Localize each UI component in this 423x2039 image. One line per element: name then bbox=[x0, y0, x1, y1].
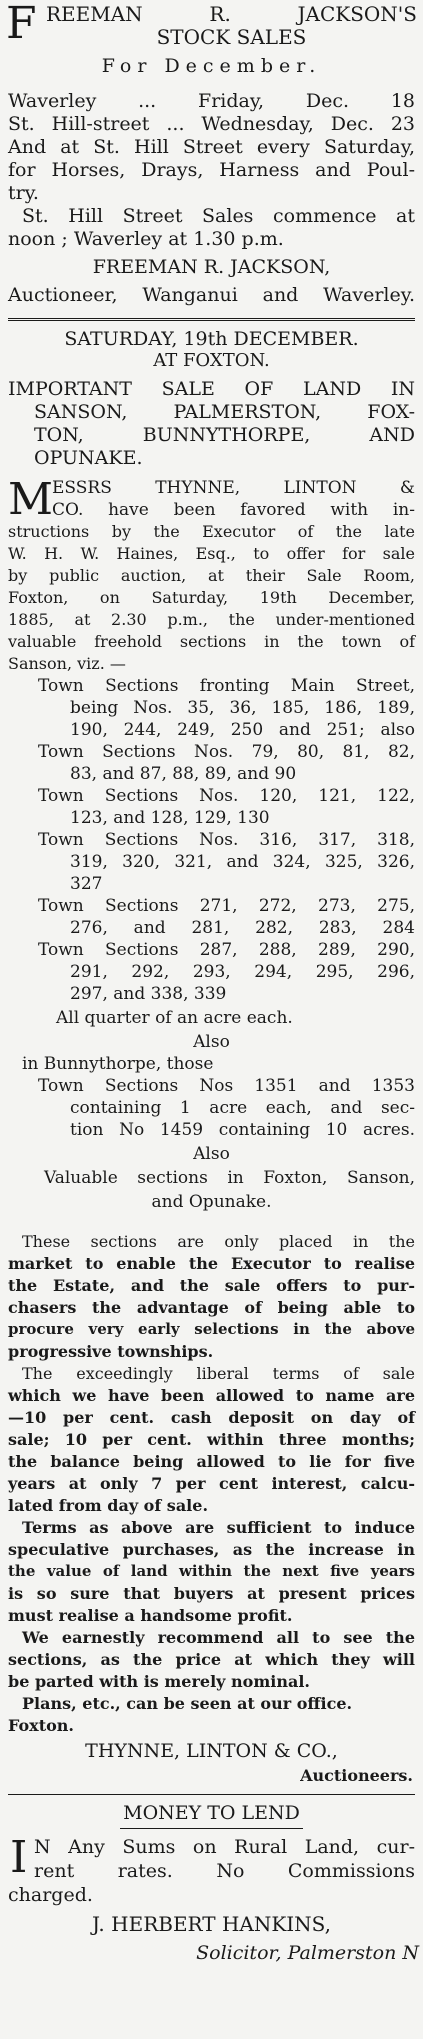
terms-line: The exceedingly liberal terms of sale bbox=[22, 1364, 415, 1383]
terms-line: which we have been allowed to name are bbox=[8, 1386, 415, 1405]
section-line: 327 bbox=[70, 874, 103, 894]
intro-line: by public auction, at their Sale Room, bbox=[8, 566, 415, 585]
terms-line: the value of land within the next five years bbox=[8, 1562, 415, 1580]
headline-line: OPUNAKE. bbox=[34, 447, 143, 469]
section-line: and Opunake. bbox=[151, 1192, 272, 1212]
section-line: containing 1 acre each, and sec- bbox=[70, 1098, 415, 1118]
terms-line: —10 per cent. cash deposit on day of bbox=[8, 1408, 415, 1427]
body-line: for Horses, Drays, Harness and Poul- bbox=[8, 159, 415, 181]
terms-line: sale; 10 per cent. within three months; bbox=[8, 1430, 415, 1449]
body-line: St. Hill Street Sales commence at bbox=[22, 205, 415, 227]
terms-line: the Estate, and the sale offers to pur- bbox=[8, 1276, 415, 1295]
body-line: rent rates. No Commissions bbox=[34, 1860, 415, 1882]
terms-line: We earnestly recommend all to see the bbox=[22, 1628, 415, 1647]
signature-name: J. HERBERT HANKINS, bbox=[91, 1912, 332, 1936]
section-line: 291, 292, 293, 294, 295, 296, bbox=[70, 962, 415, 982]
section-line: Town Sections 271, 272, 273, 275, bbox=[38, 896, 415, 916]
section-line: Town Sections 287, 288, 289, 290, bbox=[38, 940, 415, 960]
section-line: 319, 320, 321, and 324, 325, 326, bbox=[70, 852, 415, 872]
ad-subtitle: STOCK SALES bbox=[156, 25, 307, 49]
section-line: 297, and 338, 339 bbox=[70, 984, 227, 1004]
intro-line: structions by the Executor of the late bbox=[8, 522, 415, 541]
terms-line: These sections are only placed in the bbox=[22, 1232, 415, 1251]
section-line: 190, 244, 249, 250 and 251; also bbox=[70, 720, 415, 740]
terms-line: Terms as above are sufficient to induce bbox=[22, 1518, 415, 1537]
sale-date: SATURDAY, 19th DECEMBER. bbox=[64, 328, 359, 350]
terms-line: sections, as the price at which they will bbox=[8, 1650, 415, 1669]
body-line: noon ; Waverley at 1.30 p.m. bbox=[8, 228, 284, 250]
terms-line: Plans, etc., can be seen at our office. bbox=[22, 1694, 353, 1713]
body-line: And at St. Hill Street every Saturday, bbox=[8, 136, 415, 158]
section-line: Town Sections fronting Main Street, bbox=[38, 676, 415, 696]
schedule-line: St. Hill-street ... Wednesday, Dec. 23 bbox=[8, 113, 415, 135]
section-line: tion No 1459 containing 10 acres. bbox=[70, 1120, 415, 1140]
section-line: Town Sections Nos. 120, 121, 122, bbox=[38, 786, 415, 806]
intro-line: Sanson, viz. — bbox=[8, 654, 126, 673]
intro-line: valuable freehold sections in the town of bbox=[8, 632, 415, 651]
signature-title: Auctioneers. bbox=[300, 1766, 413, 1785]
headline-line: TON, BUNNYTHORPE, AND bbox=[34, 424, 415, 446]
intro-line: 1885, at 2.30 p.m., the under-mentioned bbox=[8, 610, 415, 629]
intro-line: CO. have been favored with in- bbox=[52, 500, 415, 520]
signature-name: FREEMAN R. JACKSON, bbox=[92, 256, 331, 278]
signature-title: Auctioneer, Wanganui and Waverley. bbox=[8, 284, 415, 306]
terms-line: Foxton. bbox=[8, 1716, 74, 1735]
section-line: Town Sections Nos. 79, 80, 81, 82, bbox=[38, 742, 415, 762]
terms-line: be parted with is merely nominal. bbox=[8, 1672, 310, 1691]
also-line: Also bbox=[193, 1032, 230, 1052]
terms-line: is so sure that buyers at present prices bbox=[8, 1584, 415, 1603]
section-line: 276, and 281, 282, 283, 284 bbox=[70, 918, 415, 938]
terms-line: speculative purchases, as the increase in bbox=[8, 1540, 415, 1559]
schedule-line: Waverley ... Friday, Dec. 18 bbox=[8, 90, 415, 112]
intro-line: Foxton, on Saturday, 19th December, bbox=[8, 588, 415, 607]
section-line: being Nos. 35, 36, 185, 186, 189, bbox=[70, 698, 415, 718]
terms-line: chasers the advantage of being able to bbox=[8, 1298, 415, 1317]
sale-place: AT FOXTON. bbox=[153, 350, 270, 371]
body-line: N Any Sums on Rural Land, cur- bbox=[34, 1836, 415, 1858]
terms-line: market to enable the Executor to realise bbox=[8, 1254, 415, 1273]
intro-dropcap: M bbox=[8, 474, 54, 525]
headline-line: SANSON, PALMERSTON, FOX- bbox=[34, 401, 415, 423]
divider bbox=[8, 318, 415, 321]
section-line: Town Sections Nos. 316, 317, 318, bbox=[38, 830, 415, 850]
section-line: in Bunnythorpe, those bbox=[22, 1054, 214, 1074]
title-dropcap: F bbox=[6, 0, 37, 49]
terms-line: the balance being allowed to lie for five bbox=[8, 1452, 415, 1471]
also-line: Also bbox=[193, 1144, 230, 1164]
headline-line: IMPORTANT SALE OF LAND IN bbox=[8, 378, 415, 400]
section-note: All quarter of an acre each. bbox=[56, 1008, 293, 1028]
terms-line: progressive townships. bbox=[8, 1342, 214, 1361]
terms-line: must realise a handsome profit. bbox=[8, 1606, 293, 1625]
section-line: 123, and 128, 129, 130 bbox=[70, 808, 270, 828]
terms-line: procure very early selections in the above bbox=[8, 1320, 415, 1338]
section-line: Town Sections Nos 1351 and 1353 bbox=[38, 1076, 415, 1096]
month-heading: For December. bbox=[101, 55, 322, 77]
intro-line: ESSRS THYNNE, LINTON & bbox=[52, 478, 415, 498]
section-line: Valuable sections in Foxton, Sanson, bbox=[44, 1168, 415, 1188]
section-line: 83, and 87, 88, 89, and 90 bbox=[70, 764, 297, 784]
terms-line: lated from day of sale. bbox=[8, 1496, 209, 1515]
intro-line: W. H. W. Haines, Esq., to offer for sale bbox=[8, 544, 415, 563]
body-line: charged. bbox=[8, 1884, 93, 1906]
divider bbox=[8, 1794, 415, 1795]
body-line: try. bbox=[8, 182, 39, 204]
body-dropcap: I bbox=[10, 1832, 28, 1883]
ad-heading: MONEY TO LEND bbox=[123, 1802, 300, 1824]
ad-title: REEMAN R. JACKSON'S bbox=[46, 2, 417, 26]
signature-title: Solicitor, Palmerston N bbox=[196, 1942, 419, 1964]
heading-underline bbox=[120, 1828, 303, 1829]
terms-line: years at only 7 per cent interest, calcu- bbox=[8, 1474, 415, 1493]
signature-name: THYNNE, LINTON & CO., bbox=[85, 1740, 338, 1762]
